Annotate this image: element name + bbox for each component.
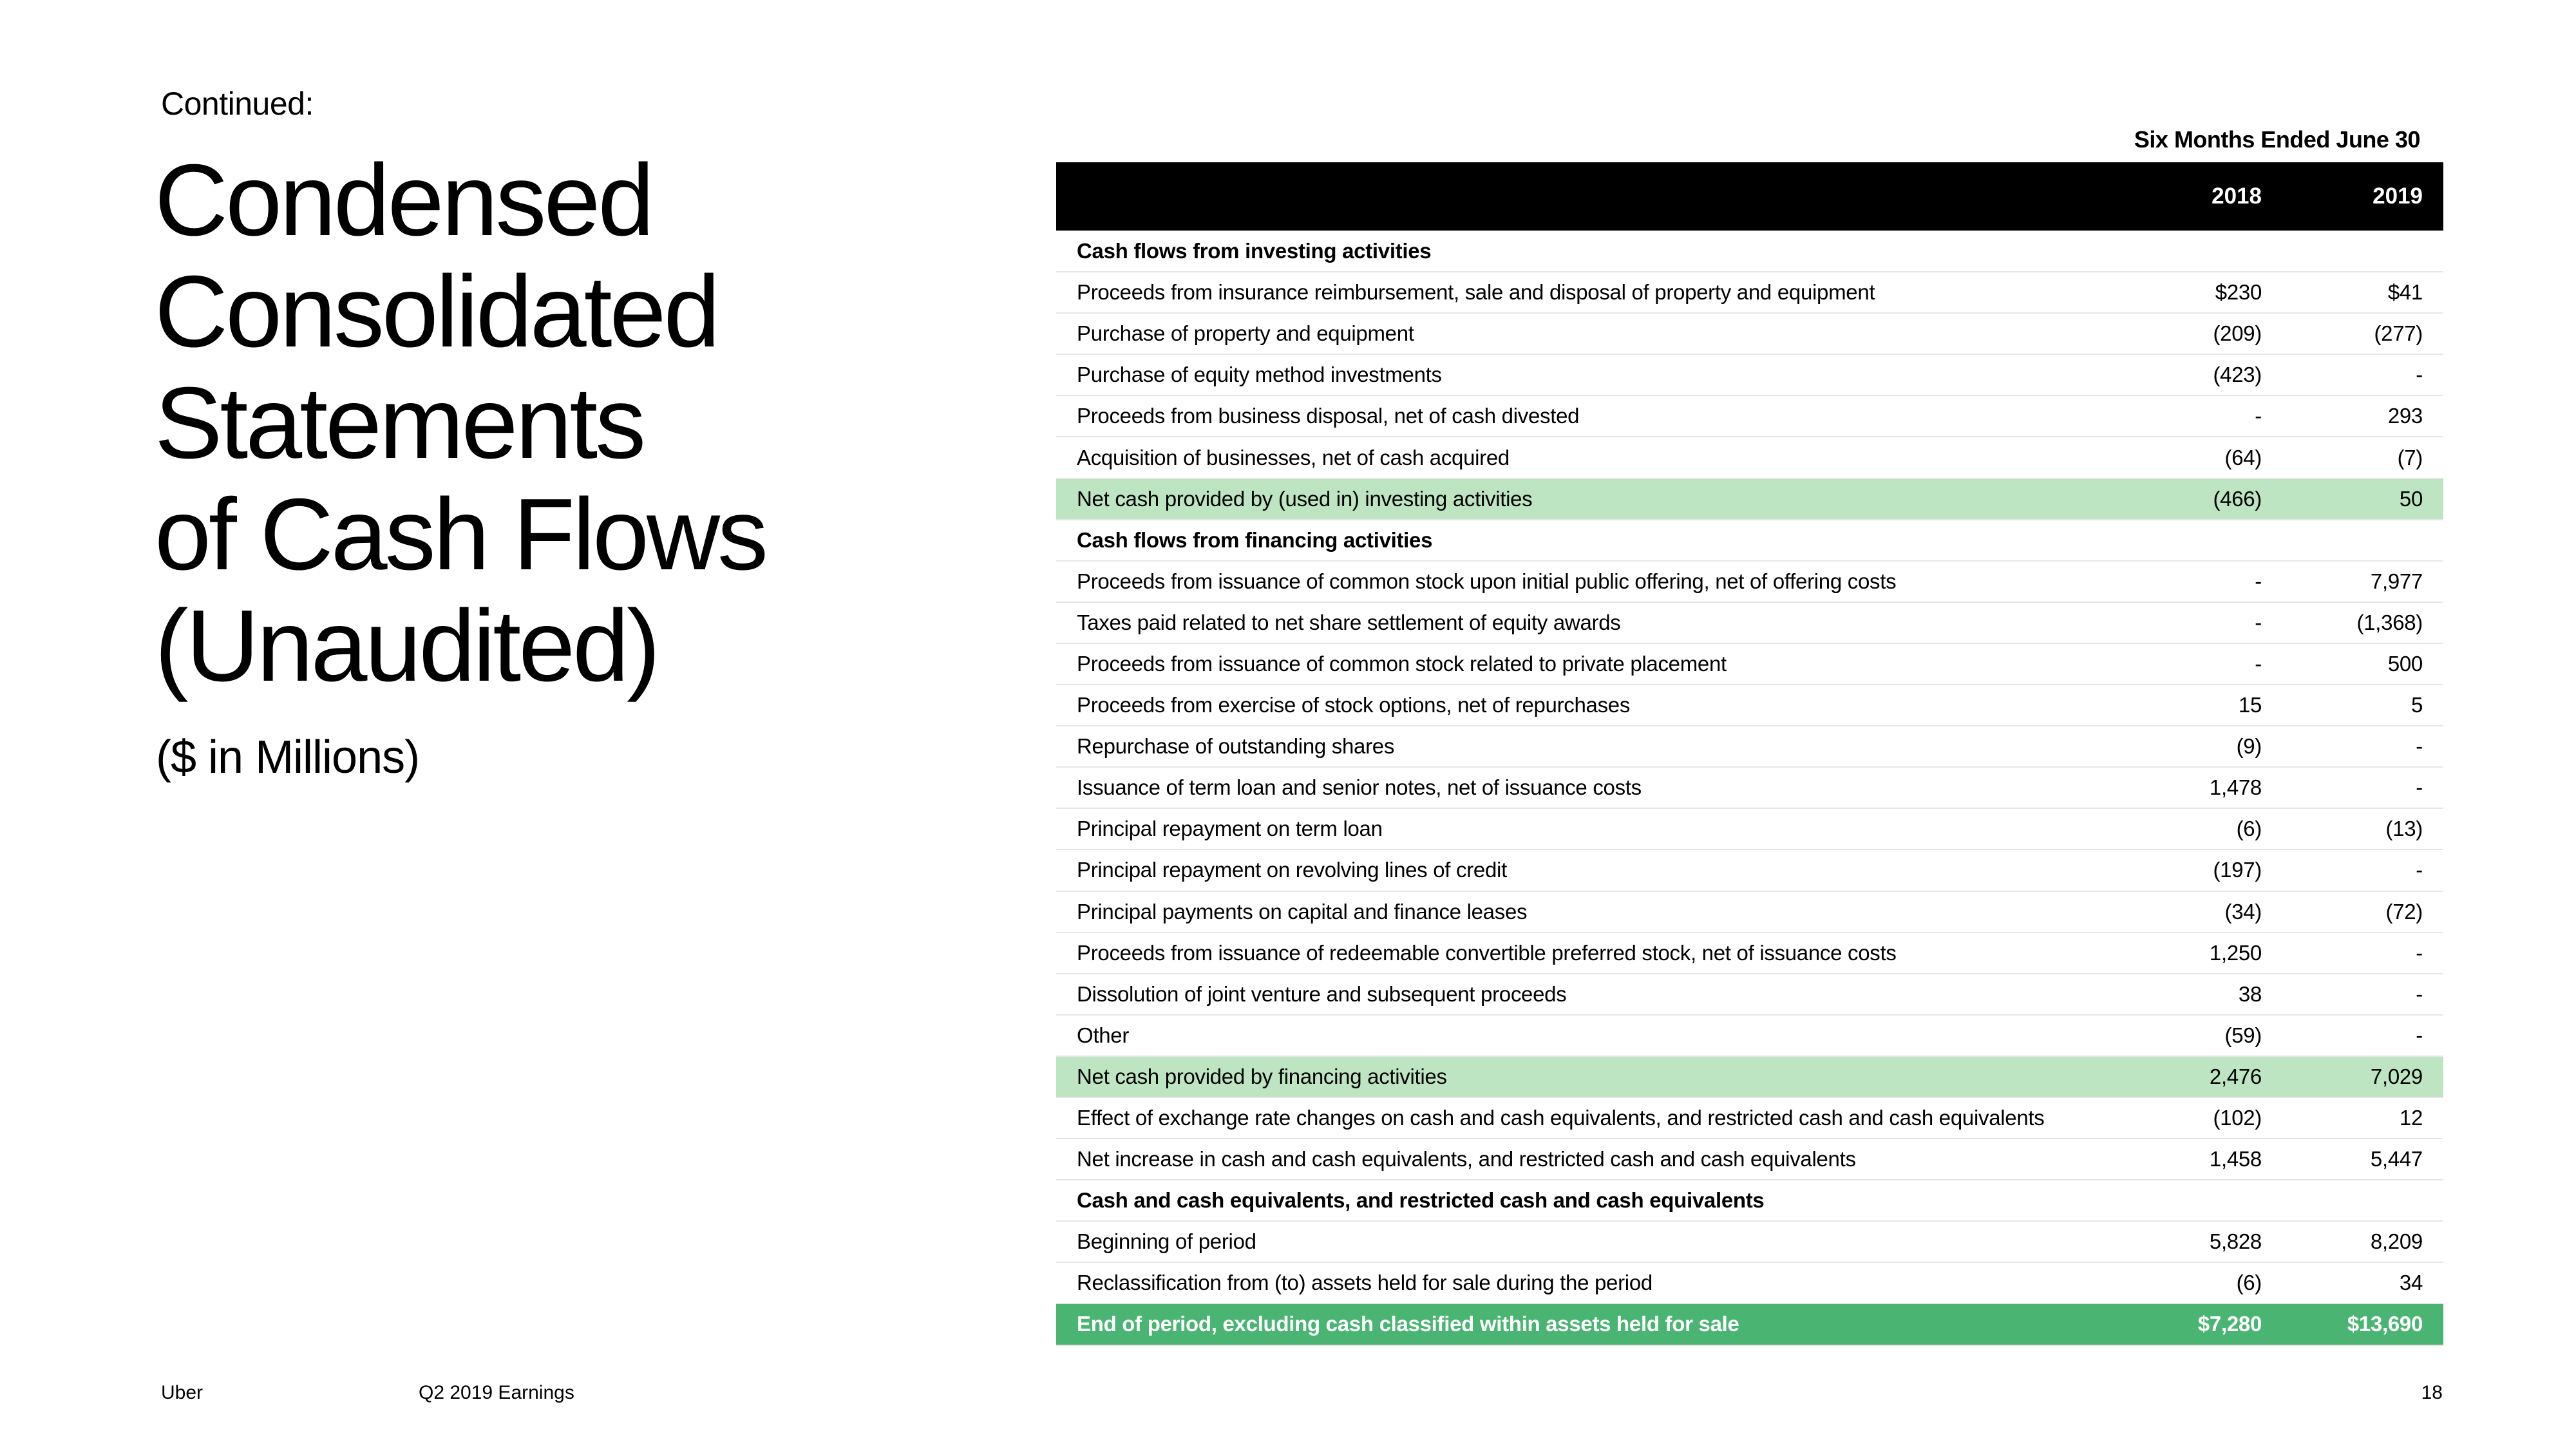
total-row <box>1056 1303 2443 1345</box>
table-body <box>1056 231 2443 1345</box>
value-2019: 34 <box>2399 1271 2423 1295</box>
value-2019 <box>2282 1180 2443 1221</box>
value-2018: - <box>2255 651 2262 676</box>
value-2018: (102) <box>2213 1106 2262 1130</box>
value-2019: 50 <box>2399 486 2423 511</box>
value-2018: $7,280 <box>2197 1312 2262 1336</box>
value-2019: - <box>2416 1023 2423 1047</box>
row-label: Net increase in cash and cash equivalents, and restricted cash and cash equivalents <box>1077 1147 1856 1171</box>
value-2018: 15 <box>2238 693 2262 717</box>
table-row <box>1056 395 2443 437</box>
value-2018: (64) <box>2224 445 2262 469</box>
row-label: Beginning of period <box>1077 1229 1256 1254</box>
value-2019: (13) <box>2385 817 2423 841</box>
row-label: Principal repayment on revolving lines of credit <box>1077 858 1507 882</box>
value-2019: (277) <box>2374 321 2423 346</box>
value-2018: - <box>2255 569 2262 593</box>
value-2019: (72) <box>2385 899 2423 923</box>
page-title-line: Statements <box>155 366 644 480</box>
table-row <box>1056 1015 2443 1056</box>
subtotal-row <box>1056 478 2443 520</box>
section-header-row <box>1056 1180 2443 1221</box>
table-row <box>1056 1262 2443 1303</box>
column-header-2019: 2019 <box>2372 184 2423 209</box>
row-label: Purchase of property and equipment <box>1077 321 1414 346</box>
row-label: Dissolution of joint venture and subsequent proceeds <box>1077 981 1567 1006</box>
table-row <box>1056 808 2443 849</box>
row-label: Net cash provided by financing activities <box>1077 1064 1447 1088</box>
value-2019: 5,447 <box>2370 1147 2423 1171</box>
value-2019 <box>2282 520 2443 561</box>
table-row <box>1056 1221 2443 1262</box>
value-2019: 5 <box>2410 693 2423 717</box>
row-label: Principal repayment on term loan <box>1077 817 1383 841</box>
footer-brand: Uber <box>161 1382 204 1403</box>
table-row <box>1056 767 2443 808</box>
value-2018: (466) <box>2213 486 2262 511</box>
row-label: Reclassification from (to) assets held for sale during the period <box>1077 1271 1653 1295</box>
value-2018: (209) <box>2213 321 2262 346</box>
table-row <box>1056 354 2443 395</box>
row-label: Proceeds from insurance reimbursement, sale and disposal of property and equipment <box>1077 280 1875 305</box>
value-2018: (6) <box>2236 1271 2262 1295</box>
table-row <box>1056 643 2443 685</box>
period-caption: Six Months Ended June 30 <box>2134 126 2420 153</box>
value-2018: 1,250 <box>2209 940 2262 965</box>
row-label: Proceeds from issuance of redeemable convertible preferred stock, net of issuance costs <box>1077 940 1897 965</box>
value-2018: (423) <box>2213 363 2262 387</box>
value-2018: (9) <box>2236 734 2262 759</box>
row-label: Acquisition of businesses, net of cash acquired <box>1077 445 1510 469</box>
table-row <box>1056 849 2443 891</box>
table-row <box>1056 891 2443 933</box>
table-header-row <box>1056 162 2443 231</box>
section-header-row <box>1056 520 2443 561</box>
cash-flow-table <box>1056 162 2443 1346</box>
row-label: Cash flows from financing activities <box>1077 527 1433 552</box>
page-title-line: Condensed <box>155 144 652 257</box>
value-2018 <box>2048 1180 2282 1221</box>
value-2018: (34) <box>2224 899 2262 923</box>
table-row <box>1056 933 2443 974</box>
value-2018: (6) <box>2236 817 2262 841</box>
table-row <box>1056 313 2443 354</box>
value-2019: - <box>2416 775 2423 800</box>
value-2019: 293 <box>2387 404 2423 428</box>
row-label: Cash and cash equivalents, and restricted cash and cash equivalents <box>1077 1188 1765 1213</box>
page-title-line: of Cash Flows <box>155 478 766 591</box>
page-title-line: (Unaudited) <box>155 589 658 703</box>
value-2018: - <box>2255 404 2262 428</box>
table-row <box>1056 974 2443 1015</box>
table-row <box>1056 437 2443 478</box>
row-label: Issuance of term loan and senior notes, net of issuance costs <box>1077 775 1642 800</box>
row-label: Net cash provided by (used in) investing activities <box>1077 486 1533 511</box>
row-label: Purchase of equity method investments <box>1077 363 1442 387</box>
subtotal-row <box>1056 1056 2443 1097</box>
page-number: 18 <box>2421 1382 2443 1403</box>
table-row <box>1056 1139 2443 1180</box>
page-title-line: Consolidated <box>155 255 718 368</box>
value-2018: 1,458 <box>2209 1147 2262 1171</box>
table-row <box>1056 272 2443 313</box>
row-label: Repurchase of outstanding shares <box>1077 734 1395 759</box>
value-2018: 38 <box>2238 981 2262 1006</box>
value-2018 <box>2048 520 2282 561</box>
cash-flow-table-container <box>1056 162 2443 1346</box>
value-2018: 1,478 <box>2209 775 2262 800</box>
value-2019: $41 <box>2387 280 2423 305</box>
value-2019: 7,977 <box>2370 569 2423 593</box>
value-2019: 12 <box>2399 1106 2423 1130</box>
value-2019: - <box>2416 363 2423 387</box>
value-2018: (197) <box>2213 858 2262 882</box>
footer-report-name: Q2 2019 Earnings <box>419 1382 574 1403</box>
row-label: Cash flows from investing activities <box>1077 238 1432 263</box>
table-row <box>1056 726 2443 767</box>
value-2019 <box>2282 231 2443 272</box>
row-label: Taxes paid related to net share settlement of equity awards <box>1077 610 1621 634</box>
table-row <box>1056 602 2443 643</box>
row-label: Proceeds from issuance of common stock related to private placement <box>1077 651 1727 676</box>
units-note: ($ in Millions) <box>156 732 420 783</box>
continued-label: Continued: <box>161 86 314 122</box>
value-2018: (59) <box>2224 1023 2262 1047</box>
value-2018: - <box>2255 610 2262 634</box>
value-2018 <box>2048 231 2282 272</box>
value-2019: (7) <box>2397 445 2423 469</box>
value-2019: 8,209 <box>2370 1229 2423 1254</box>
value-2019: - <box>2416 858 2423 882</box>
value-2019: - <box>2416 734 2423 759</box>
row-label: Proceeds from business disposal, net of cash divested <box>1077 404 1580 428</box>
row-label: Other <box>1077 1023 1130 1047</box>
value-2019: - <box>2416 981 2423 1006</box>
page-title <box>155 145 927 702</box>
value-2018: 2,476 <box>2209 1064 2262 1088</box>
row-label: Proceeds from issuance of common stock upon initial public offering, net of offering costs <box>1077 569 1897 593</box>
table-row <box>1056 685 2443 726</box>
value-2019: (1,368) <box>2356 610 2423 634</box>
column-header-label <box>1056 162 2048 231</box>
table-row <box>1056 1097 2443 1139</box>
section-header-row <box>1056 231 2443 272</box>
value-2018: $230 <box>2215 280 2262 305</box>
row-label: End of period, excluding cash classified within assets held for sale <box>1077 1312 1739 1336</box>
row-label: Principal payments on capital and finance leases <box>1077 899 1528 923</box>
value-2018: 5,828 <box>2209 1229 2262 1254</box>
value-2019: $13,690 <box>2347 1312 2423 1336</box>
value-2019: 7,029 <box>2370 1064 2423 1088</box>
row-label: Effect of exchange rate changes on cash and cash equivalents, and restricted cash and cash equivalents <box>1077 1106 2045 1130</box>
table-row <box>1056 561 2443 602</box>
row-label: Proceeds from exercise of stock options, net of repurchases <box>1077 693 1631 717</box>
column-header-2018: 2018 <box>2211 184 2262 209</box>
value-2019: 500 <box>2387 651 2423 676</box>
value-2019: - <box>2416 940 2423 965</box>
